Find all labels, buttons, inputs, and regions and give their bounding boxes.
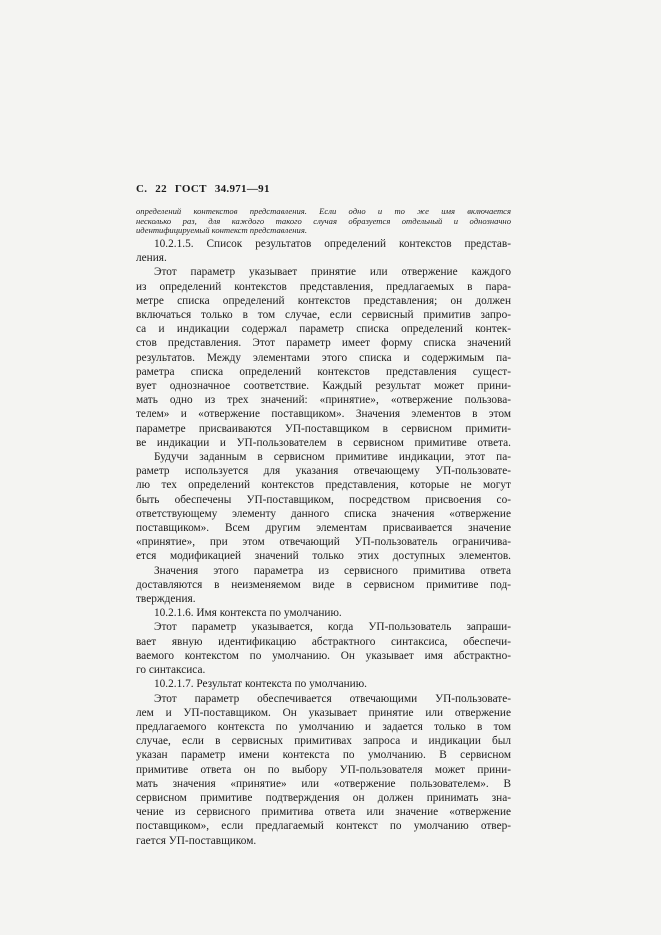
text-line: мать значения «принятие» или «отвержение пользователем». В (136, 777, 511, 790)
text-line: предлагаемого контекста по умолчанию и задается только в том (136, 720, 511, 733)
text-line: са и индикации содержал параметр списка определений контек- (136, 323, 511, 336)
text-line: сервисном примитиве подтверждения он должен принимать зна- (136, 791, 511, 804)
text-line: раметра списка определений контекстов представления сущест- (136, 365, 511, 378)
text-line: лем и УП-поставщиком. Он указывает принятие или отвержение (136, 706, 511, 719)
paragraph-first-line: Значения этого параметра из сервисного примитива ответа (154, 564, 511, 577)
text-line: идентифицируемый контекст представления. (136, 226, 307, 236)
text-line: указан параметр имени контекста по умолчанию. В сервисном (136, 749, 511, 762)
text-line: определений контекстов представления. Если одно и то же имя включается (136, 207, 511, 216)
text-line: раметр используется для указания отвечающему УП-пользовате- (136, 465, 511, 478)
text-line: параметре присваиваются УП-поставщиком в сервисном примити- (136, 422, 511, 435)
page-number: 22 (155, 183, 167, 195)
text-line: быть обеспечены УП-поставщиком, посредством присвоения со- (136, 493, 511, 506)
section-heading-line: 10.2.1.5. Список результатов определений контекстов представ- (154, 238, 511, 250)
paragraph-first-line: Этот параметр указывает принятие или отвержение каждого (154, 266, 511, 279)
text-line: ве индикации и УП-пользователем в сервисном примитиве ответа. (136, 436, 511, 449)
text-line: мать одно из трех значений: «принятие», «отвержение пользова- (136, 394, 511, 407)
text-line: стов представления. Этот параметр имеет форму списка значений (136, 337, 511, 350)
text-line: гается УП-поставщиком. (136, 834, 257, 847)
main-text (136, 237, 511, 848)
text-line: примитиве ответа он по выбору УП-пользователя может прини- (136, 763, 511, 776)
text-line: доставляются в неизменяемом виде в сервисном примитиве под- (136, 578, 511, 591)
text-line: «принятие», при этом отвечающий УП-пользователь ограничива- (136, 536, 511, 549)
paragraph-first-line: Будучи заданным в сервисном примитиве индикации, этот па- (154, 451, 511, 464)
standard-number: 34.971—91 (214, 183, 270, 195)
text-line: поставщиком». Всем другим элементам присваивается значение (136, 522, 511, 535)
text-line: ления. (136, 252, 167, 265)
text-line: ется модификацией значений только этих доступных элементов. (136, 550, 511, 563)
standard-label: ГОСТ (174, 183, 207, 195)
text-line: вует однозначное соответствие. Каждый результат может прини- (136, 380, 511, 393)
page-prefix: С. (136, 183, 148, 195)
text-line: чение из сервисного примитива ответа или значение «отвержение (136, 806, 511, 819)
text-line: поставщиком», если предлагаемый контекст по умолчанию отвер- (136, 820, 511, 833)
text-line: вает явную идентификацию абстрактного синтаксиса, обеспечи- (136, 635, 511, 648)
page-header (136, 183, 278, 195)
section-heading-line: 10.2.1.7. Результат контекста по умолчанию. (154, 678, 367, 691)
text-line: несколько раз, для каждого такого случая образуется отдельный и однозначно (136, 216, 511, 226)
intro-paragraph (136, 207, 511, 236)
text-line: тверждения. (136, 593, 196, 606)
text-line: ответствующему элементу данного списка значения «отвержение (136, 507, 511, 520)
paragraph-first-line: Этот параметр указывается, когда УП-пользователь запраши- (154, 621, 511, 634)
paragraph-first-line: Этот параметр обеспечивается отвечающими УП-пользовате- (154, 692, 511, 705)
text-line: результатов. Между элементами этого списка и содержимым па- (136, 351, 511, 364)
text-line: метре списка определений контекстов представления; он должен (136, 294, 511, 307)
text-line: ваемого контекстом по умолчанию. Он указывает имя абстрактно- (136, 649, 511, 662)
text-line: го синтаксиса. (136, 664, 206, 677)
text-line: телем» и «отвержение поставщиком». Значения элементов в этом (136, 408, 511, 421)
text-line: включаться только в том случае, если сервисный примитив запро- (136, 309, 511, 322)
text-line: случае, если в сервисных примитивах запроса и индикации был (136, 735, 511, 748)
section-heading-line: 10.2.1.6. Имя контекста по умолчанию. (154, 607, 342, 620)
text-line: лю тех определений контекстов представления, которые не могут (136, 479, 511, 492)
text-line: из определений контекстов представления, предлагаемых в пара- (136, 280, 511, 293)
